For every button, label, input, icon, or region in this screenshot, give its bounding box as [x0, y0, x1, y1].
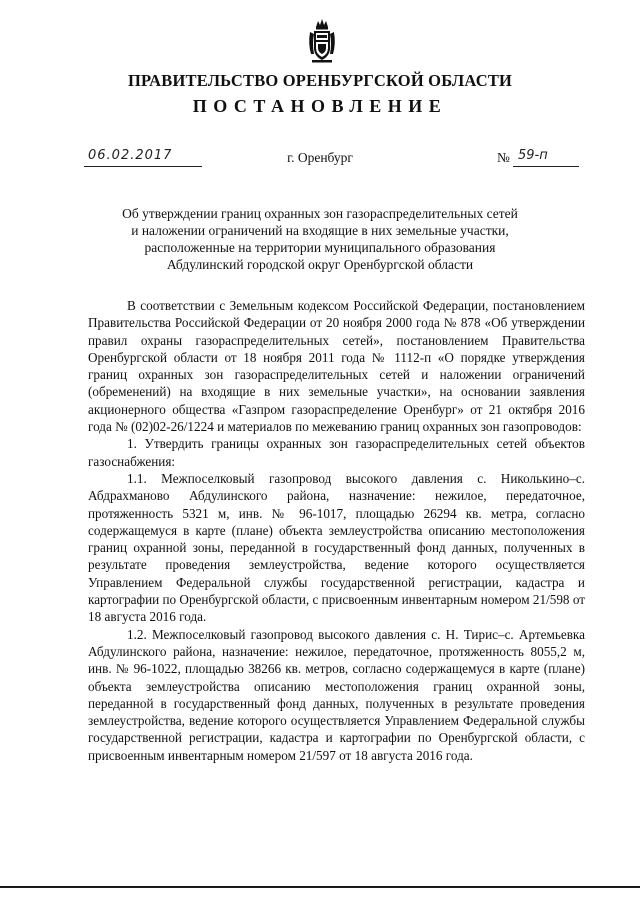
body-paragraph-item-1: 1. Утвердить границы охранных зон газораспределительных сетей объектов газоснабжения:	[88, 436, 585, 469]
body-paragraph-item-1-2: 1.2. Межпоселковый газопровод высокого давления с. Н. Тирис–с. Артемьевка Абдулинского района, назначение: нежилое, передаточное, протяженность 8055,2 м, инв. № 96-1022, площадью 38266 кв. метров, согласно содержащемуся в карте (плане) объекта землеустройства описанию местоположения границ охранной зоны, переданной в государственный фонд данных, полученных в результате проведения землеустройства, ведение которого осуществляется Управлением Федеральной службы государственной регистрации, кадастра и картографии по Оренбургской области, с присвоенным инвентарным номером 21/597 от 18 августа 2016 года.	[88, 626, 585, 763]
document-number: 59-п	[518, 148, 548, 163]
document-type-title: ПОСТАНОВЛЕНИЕ	[192, 96, 448, 116]
date-underline	[84, 166, 202, 167]
subject-line: Об утверждении границ охранных зон газораспределительных сетей	[122, 206, 518, 221]
body-paragraph-preamble: В соответствии с Земельным кодексом Российской Федерации, постановлением Правительства Российской Федерации от 20 ноября 2000 года № 878 «Об утверждении правил охраны газораспределительных сетей», постановлением Правительства Оренбургской области от 18 ноября 2011 года № 1112-п «О порядке утверждения границ охранных зон газораспределительных сетей и наложении ограничений (обременений) на входящие в них земельные участки», на основании заявления акционерного общества «Газпром газораспределение Оренбург» от 21 октября 2016 года № (02)02-26/1224 и материалов по межеванию границ охранных зон газопроводов:	[88, 298, 585, 435]
document-date: 06.02.2017	[88, 148, 173, 163]
body-paragraph-item-1-1: 1.1. Межпоселковый газопровод высокого давления с. Николькино–с. Абдрахманово Абдулинского района, назначение: нежилое, передаточное, протяженность 5321 м, инв. № 96-1017, площадью 26294 кв. метра, согласно содержащемуся в карте (плане) объекта землеустройства описанию местоположения границ охранной зоны, переданной в государственный фонд данных, полученных в результате проведения землеустройства, ведение которого осуществляется Управлением Федеральной службы государственной регистрации, кадастра и картографии по Оренбургской области, с присвоенным инвентарным номером 21/598 от 18 августа 2016 года.	[88, 470, 585, 625]
document-body	[88, 297, 585, 764]
coat-of-arms-icon	[307, 18, 337, 64]
document-meta-row	[0, 148, 640, 170]
document-number-label: №	[497, 150, 510, 165]
subject-line: и наложении ограничений на входящие в них земельные участки,	[131, 223, 509, 238]
document-city: г. Оренбург	[287, 150, 353, 165]
subject-line: расположенные на территории муниципального образования	[144, 240, 496, 255]
government-name: ПРАВИТЕЛЬСТВО ОРЕНБУРГСКОЙ ОБЛАСТИ	[127, 71, 513, 90]
number-underline	[513, 166, 579, 167]
page-bottom-rule	[0, 886, 640, 888]
document-subject	[90, 205, 550, 273]
subject-line: Абдулинский городской округ Оренбургской области	[166, 257, 474, 272]
